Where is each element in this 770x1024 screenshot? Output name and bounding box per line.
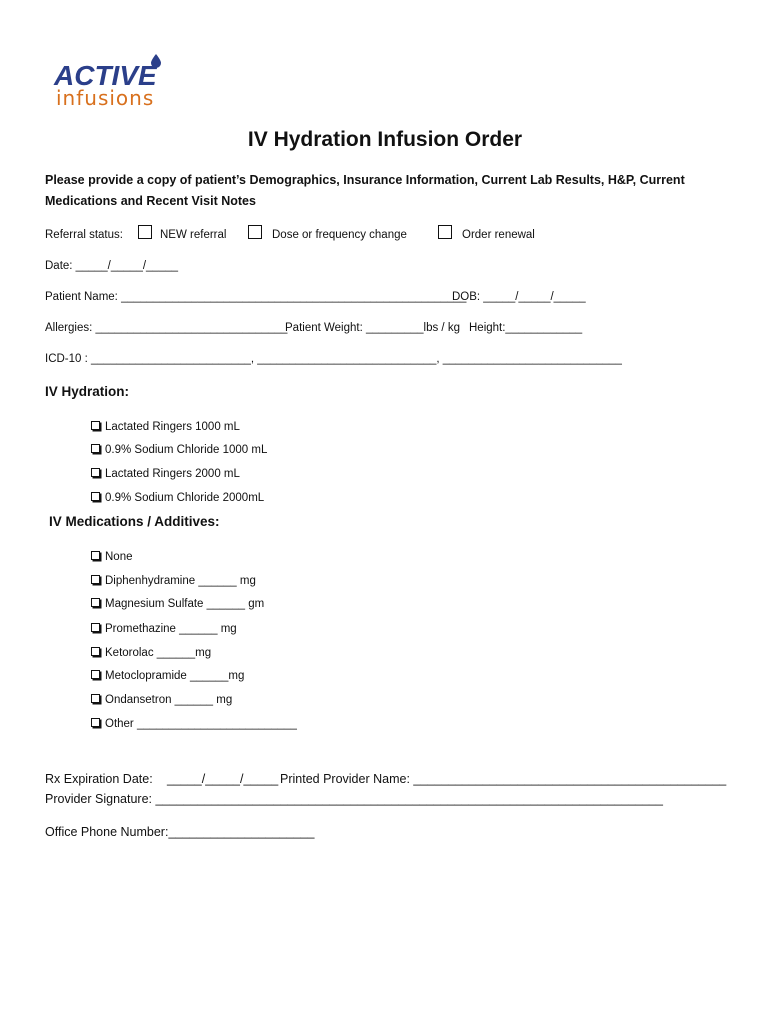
checkbox-icon[interactable] [91,647,100,656]
new-referral-label: NEW referral [160,229,227,241]
logo-line-2: infusions [56,86,155,110]
checkbox-icon[interactable] [91,623,100,632]
hydration-option[interactable] [91,492,264,504]
medication-option-label: None [105,551,133,563]
logo-line-1: ACTIVE [54,60,157,91]
hydration-option[interactable] [91,444,267,456]
allergies-field[interactable]: Allergies: ______________________________ [45,322,288,334]
new-referral-checkbox[interactable] [138,225,152,239]
hydration-option-label: Lactated Ringers 2000 mL [105,468,240,480]
checkbox-icon[interactable] [91,694,100,703]
provider-signature-field[interactable]: Provider Signature: _________________________________________________________________________ [45,792,663,806]
hydration-option-label: 0.9% Sodium Chloride 1000 mL [105,444,268,456]
iv-hydration-heading: IV Hydration: [45,384,130,399]
medication-option[interactable] [91,647,211,659]
medication-option-label: Ketorolac ______mg [105,647,212,659]
printed-provider-name-field[interactable]: Printed Provider Name: _____________________________________________ [280,772,727,786]
height-field[interactable]: Height:____________ [469,322,583,334]
checkbox-icon[interactable] [91,468,100,477]
office-phone-field[interactable]: Office Phone Number:_____________________ [45,825,315,839]
page-title: IV Hydration Infusion Order [247,128,523,151]
medication-option-label: Metoclopramide ______mg [105,670,245,682]
checkbox-icon[interactable] [91,421,100,430]
medication-option-label: Other _________________________ [105,718,297,730]
medication-option-label: Promethazine ______ mg [105,623,237,635]
date-field[interactable]: Date: _____/_____/_____ [45,260,179,272]
patient-name-field[interactable]: Patient Name: ______________________________________________________ [45,291,467,303]
intro-line-2: Medications and Recent Visit Notes [45,194,256,208]
icd10-field[interactable]: ICD-10 : _________________________, ____________________________, ____________________________ [45,353,622,365]
dob-field[interactable]: DOB: _____/_____/_____ [452,291,586,303]
checkbox-icon[interactable] [91,598,100,607]
hydration-option-label: Lactated Ringers 1000 mL [105,421,240,433]
checkbox-icon[interactable] [91,492,100,501]
medication-option-label: Diphenhydramine ______ mg [105,575,256,587]
checkbox-icon[interactable] [91,575,100,584]
dose-change-label: Dose or frequency change [272,229,407,241]
medication-option[interactable] [91,670,244,682]
referral-status-label: Referral status: [45,229,123,241]
checkbox-icon[interactable] [91,444,100,453]
intro-line-1: Please provide a copy of patient’s Demographics, Insurance Information, Current Lab Results, H&P, Current [45,173,685,187]
order-renewal-label: Order renewal [462,229,535,241]
iv-medications-heading: IV Medications / Additives: [49,514,220,529]
checkbox-icon[interactable] [91,670,100,679]
medication-option-label: Ondansetron ______ mg [105,694,233,706]
checkbox-icon[interactable] [91,551,100,560]
dose-change-checkbox[interactable] [248,225,262,239]
medication-option[interactable] [91,694,232,706]
medication-option[interactable] [91,551,133,563]
rx-expiration-field[interactable]: _____/_____/_____ [167,772,279,786]
hydration-option-label: 0.9% Sodium Chloride 2000mL [105,492,265,504]
order-renewal-checkbox[interactable] [438,225,452,239]
hydration-option[interactable] [91,468,240,480]
patient-weight-field[interactable]: Patient Weight: _________lbs / kg [285,322,460,334]
medication-option[interactable] [91,575,256,587]
checkbox-icon[interactable] [91,718,100,727]
hydration-option[interactable] [91,421,240,433]
medication-option[interactable] [91,718,297,730]
rx-expiration-label: Rx Expiration Date: [45,772,153,786]
medication-option[interactable] [91,598,264,610]
active-infusions-logo [54,54,194,114]
medication-option[interactable] [91,623,237,635]
medication-option-label: Magnesium Sulfate ______ gm [105,598,265,610]
